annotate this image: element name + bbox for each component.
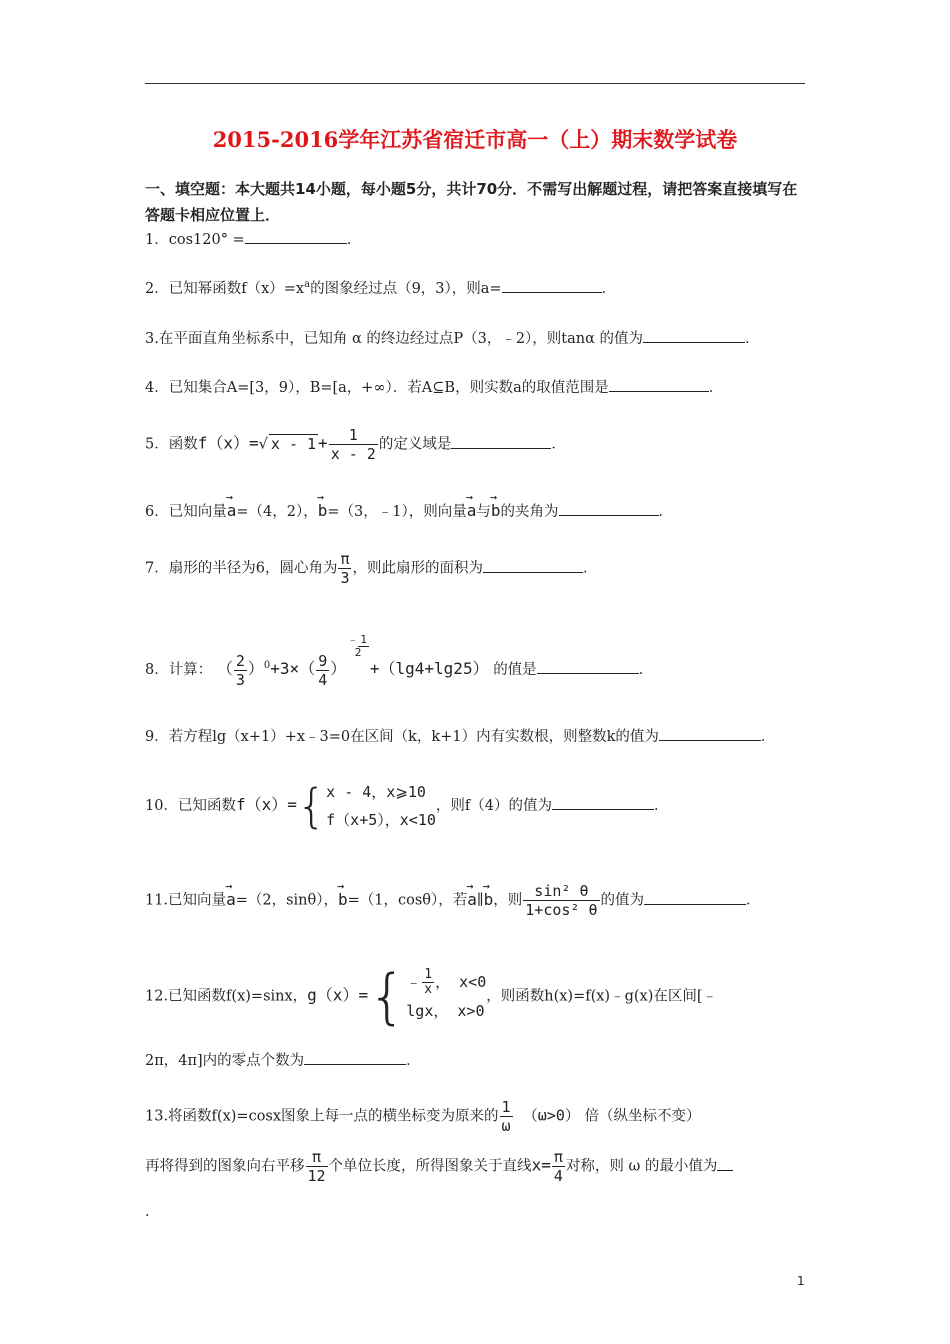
answer-blank[interactable] [644,890,746,905]
piecewise-cases: ﹣ $\frac{1}{x}$ ， x<0 lgx， x>0 [406,967,487,1020]
exam-title: 2015-2016学年江苏省宿迁市高一（上）期末数学试卷 [212,127,738,152]
answer-blank[interactable] [502,278,602,293]
vector-b: → b [484,890,494,909]
answer-blank[interactable] [483,558,583,573]
section-instructions: 一、填空题：本大题共14小题，每小题5分，共计70分．不需写出解题过程，请把答案直接填写在答题卡相应位置上． [145,180,798,224]
answer-blank[interactable] [559,501,659,516]
question-13-line2: 再将得到的图象向右平移 $\frac{\pi}{12}$ 个单位长度，所得图象关于直线x= $\frac{\pi}{4}$ 对称，则 ω 的最小值为 [145,1148,733,1185]
header-rule [145,83,805,84]
fraction: $\frac{1}{\omega}$ [501,1098,511,1135]
vector-a: → a [226,890,236,909]
vector-a: → a [227,501,237,520]
question-4: 4．已知集合A=[3，9），B=[a，+∞）．若A⊆B，则实数a的取值范围是 ． [145,376,723,397]
question-12: 12.已知函数f(x)=sinx，g（x）={ ﹣ $\frac{1}{x}$ ， x<0 lgx， x>0 ，则函数h(x)=f(x)﹣g(x)在区间[﹣ [145,961,718,1032]
brace: { [296,779,327,833]
page-number: 1 [797,1274,805,1288]
fraction: $\frac{\pi}{12}$ [307,1148,326,1185]
fraction: $\frac{9}{4}$ [318,651,328,689]
fraction: $\frac{1}{x - 2}$ [330,426,376,463]
exponent-fraction: ﹣ 1 2 [347,633,367,659]
question-9: 9．若方程lg（x+1）+x﹣3=0在区间（k，k+1）内有实数根，则整数k的值为 ． [145,725,775,746]
fraction: $\frac{\pi}{3}$ [340,550,350,587]
answer-blank[interactable] [717,1156,733,1171]
answer-blank[interactable] [609,377,709,392]
answer-blank[interactable] [451,434,551,449]
question-13-end: ． [145,1204,160,1220]
question-2: 2．已知幂函数$f(x)=x^a$的图象经过点（9，3），则a= ． [145,279,617,297]
answer-blank[interactable] [659,726,761,741]
question-10: 10．已知函数f（x）={ x - 4，x⩾10 f（x+5），x<10 ，则f（4）的值为 ． [145,779,669,833]
piecewise-cases: x - 4，x⩾10 f（x+5），x<10 [326,783,436,829]
fraction: $\frac{2}{3}$ [235,651,245,689]
question-12-line2: 2π，4π]内的零点个数为 ． [145,1049,421,1070]
fraction: $\frac{\pi}{4}$ [553,1148,563,1185]
vector-b: → b [318,501,328,520]
fraction: $\frac{1}{x}$ [424,967,433,997]
answer-blank[interactable] [304,1050,406,1065]
question-5: 5．函数f（x）=√ x - 1 + $\frac{1}{x - 2}$ 的定义域是 ． [145,426,566,463]
answer-blank[interactable] [245,229,347,244]
question-3: 3.在平面直角坐标系中，已知角 α 的终边经过点P（3，﹣2），则tanα 的值为 ． [145,327,760,348]
vector-b: → b [491,501,501,520]
question-13: 13.将函数f(x)=cosx图象上每一点的横坐标变为原来的 $\frac{1}{\omega}$ （ω>0） 倍（纵坐标不变） [145,1098,701,1135]
vector-a: → a [467,501,477,520]
question-11: 11.已知向量→ a=（2，sinθ），→ b=（1，cosθ），若→ a∥→ b，则 $\frac{\text{sin² θ}}{\text{1+cos² θ}}$ 的值为 ． [145,882,761,919]
vector-b: → b [338,890,348,909]
question-1: 1．cos120° = ． [145,228,361,249]
question-6: 6．已知向量→ a=（4，2），→ b=（3，﹣1），则向量→ a与→ b的夹角为 ． [145,500,673,521]
vector-a: → a [467,890,477,909]
answer-blank[interactable] [552,795,654,810]
fraction: $\frac{\text{sin² θ}}{\text{1+cos² θ}}$ [525,882,598,919]
answer-blank[interactable] [643,328,745,343]
question-7: 7．扇形的半径为6，圆心角为 $\frac{\pi}{3}$ ，则此扇形的面积为 ． [145,550,598,587]
answer-blank[interactable] [537,659,639,674]
brace: { [368,961,407,1032]
question-8: 8．计算： （ $\frac{2}{3}$ ）$^0$+3×（ $\frac{9}{4}$ ）﹣ 1 2 +（lg4+lg25） 的值是 ． [145,633,654,689]
